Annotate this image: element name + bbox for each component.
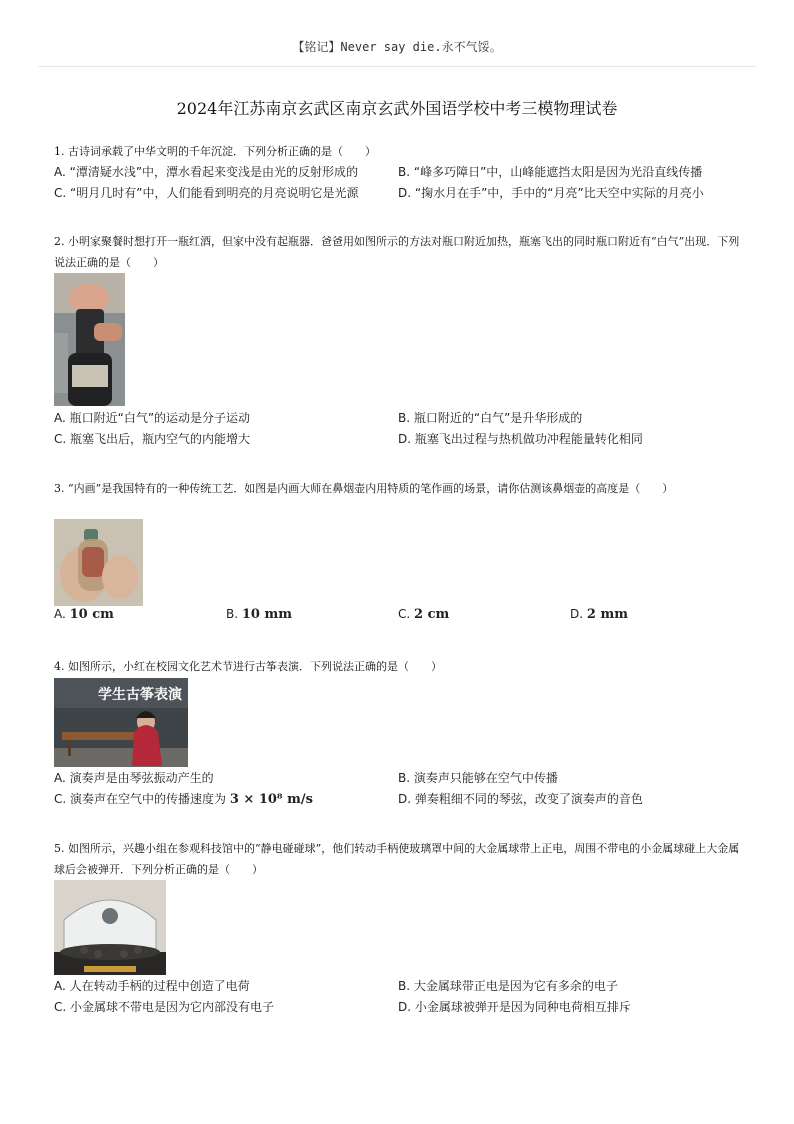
option-d[interactable]	[570, 607, 628, 622]
option-c[interactable]	[54, 790, 313, 807]
header-divider	[38, 66, 756, 67]
question-4-stem: 4. 如图所示，小红在校园文化艺术节进行古筝表演．下列说法正确的是（ ）	[54, 660, 442, 673]
option-d-value: 2 mm	[586, 607, 628, 622]
wine-bottle-photo	[54, 273, 125, 406]
question-5-answer-area	[54, 977, 744, 1021]
question-2	[54, 231, 744, 273]
option-d[interactable]: D. “掬水月在手”中，手中的“月亮”比天空中实际的月亮小	[398, 186, 704, 200]
option-b-letter: B.	[226, 607, 242, 621]
page-title: 2024年江苏南京玄武区南京玄武外国语学校中考三模物理试卷	[176, 99, 618, 118]
option-c-formula: 3 × 10⁸ m/s	[229, 792, 313, 807]
option-c[interactable]: C. 瓶塞飞出后，瓶内空气的内能增大	[54, 432, 251, 446]
option-a[interactable]: A. 人在转动手柄的过程中创造了电荷	[54, 979, 250, 993]
option-a[interactable]	[54, 607, 114, 622]
option-b[interactable]: B. “峰多巧障日”中，山峰能遮挡太阳是因为光沿直线传播	[398, 165, 703, 179]
question-4-answer-area	[54, 769, 744, 813]
option-a-letter: A.	[54, 607, 70, 621]
guzheng-performance-photo	[54, 678, 188, 767]
question-3-stem: 3. “内画”是我国特有的一种传统工艺．如图是内画大师在鼻烟壶内用特质的笔作画的场景，请你估测该鼻烟壶的高度是（ ）	[54, 482, 674, 495]
question-5-stem: 5. 如图所示，兴趣小组在参观科技馆中的“静电碰碰球”，他们转动手柄使玻璃罩中间的大金属球带上正电，周围不带电的小金属球碰上大金属球后会被弹开．下列分析正确的是（ ）	[54, 842, 740, 876]
question-4	[54, 656, 744, 677]
header-motto: 【铭记】Never say die.永不气馁。	[292, 40, 502, 54]
question-1	[54, 141, 744, 206]
option-d[interactable]: D. 小金属球被弹开是因为同种电荷相互排斥	[398, 1000, 631, 1014]
question-3-options	[54, 607, 744, 629]
question-2-options	[54, 409, 744, 453]
banner-text: 学生古筝表演	[98, 687, 182, 703]
option-b-value: 10 mm	[241, 607, 293, 622]
option-c[interactable]: C. “明月几时有”中，人们能看到明亮的月亮说明它是光源	[54, 186, 359, 200]
snuff-bottle-photo	[54, 519, 143, 606]
question-1-options	[54, 162, 744, 206]
option-c[interactable]: C. 小金属球不带电是因为它内部没有电子	[54, 1000, 275, 1014]
question-4-options	[54, 769, 744, 813]
question-2-stem: 2. 小明家聚餐时想打开一瓶红酒，但家中没有起瓶器．爸爸用如图所示的方法对瓶口附近加热，瓶塞飞出的同时瓶口附近有“白气”出现．下列说法正确的是（ ）	[54, 235, 740, 269]
question-5-options	[54, 977, 744, 1021]
question-2-answer-area	[54, 409, 744, 453]
question-3	[54, 478, 744, 499]
option-d[interactable]: D. 瓶塞飞出过程与热机做功冲程能量转化相同	[398, 432, 643, 446]
option-b[interactable]: B. 大金属球带正电是因为它有多余的电子	[398, 979, 618, 993]
option-b[interactable]: B. 演奏声只能够在空气中传播	[398, 771, 558, 785]
question-5	[54, 838, 744, 880]
option-c-text: C. 演奏声在空气中的传播速度为	[54, 792, 230, 806]
question-3-answer-area	[54, 607, 744, 629]
option-b[interactable]	[226, 607, 292, 622]
option-a[interactable]: A. “潭清疑水浅”中，潭水看起来变浅是由光的反射形成的	[54, 165, 359, 179]
option-c-value: 2 cm	[414, 607, 450, 622]
electrostatic-ball-photo	[54, 880, 166, 975]
option-b[interactable]: B. 瓶口附近的“白气”是升华形成的	[398, 411, 583, 425]
option-c-letter: C.	[398, 607, 415, 621]
option-d-letter: D.	[570, 607, 587, 621]
option-c[interactable]	[398, 607, 449, 622]
option-a-value: 10 cm	[69, 607, 114, 622]
question-1-stem: 1. 古诗词承载了中华文明的千年沉淀．下列分析正确的是（ ）	[54, 145, 376, 158]
option-a[interactable]: A. 瓶口附近“白气”的运动是分子运动	[54, 411, 251, 425]
option-a[interactable]: A. 演奏声是由琴弦振动产生的	[54, 771, 214, 785]
option-d[interactable]: D. 弹奏粗细不同的琴弦，改变了演奏声的音色	[398, 792, 643, 806]
